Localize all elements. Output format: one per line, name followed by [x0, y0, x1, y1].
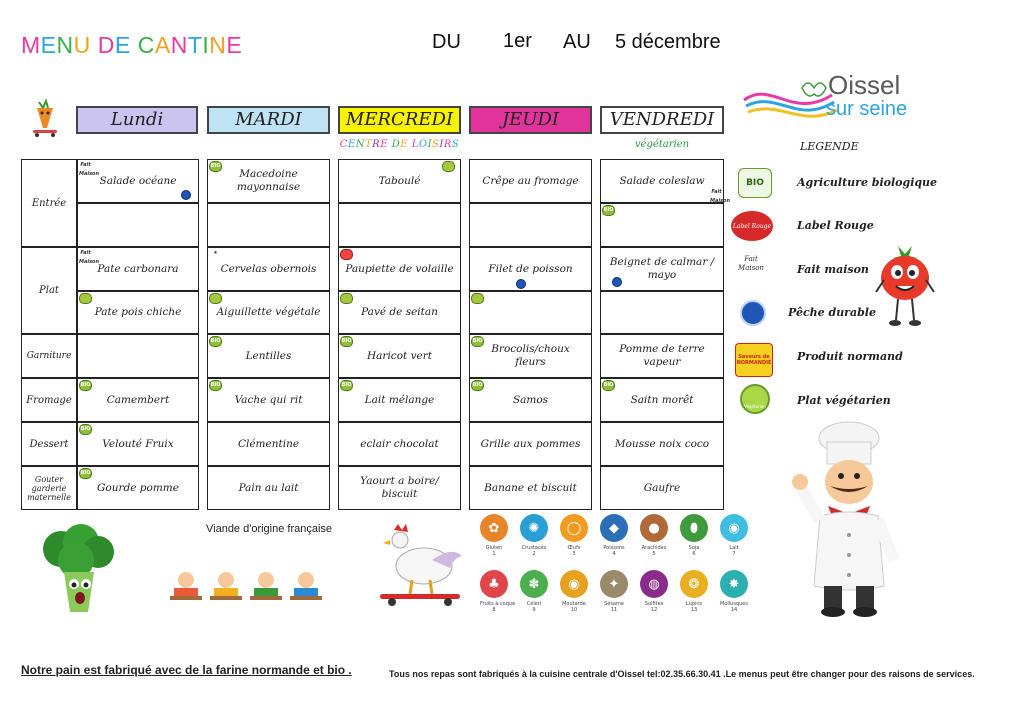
allergen-name: Gluten [485, 545, 503, 551]
cell-tuesday-entree-empty [207, 203, 330, 247]
children-eating-icon [168, 568, 328, 608]
label-rouge-icon: Label Rouge [731, 211, 773, 241]
allergen-icon: ✸ [720, 570, 748, 598]
vegetarien-icon [442, 161, 455, 172]
allergen-label [640, 545, 668, 557]
allergen-label [680, 601, 708, 613]
subtitle-letter: R [372, 139, 381, 150]
cell-tuesday-fromage: Vache qui rit [207, 378, 330, 422]
allergen-name: Lait [729, 545, 739, 551]
allergen-name: Arachides [641, 545, 667, 551]
subtitle-letter: I [427, 139, 433, 150]
peche-durable-icon [740, 300, 766, 326]
menu-grid [21, 159, 731, 510]
allergen-label [640, 601, 668, 613]
row-label-garniture: Garniture [21, 334, 77, 378]
cell-wednesday-entree-empty [338, 203, 461, 247]
peche-durable-icon [181, 190, 191, 200]
title-letter: T [187, 32, 203, 58]
cell-thursday-dessert: Grille aux pommes [469, 422, 592, 466]
footer-bread-note: Notre pain est fabriqué avec de la farine normande et bio . [21, 663, 352, 677]
vegetarien-icon [79, 293, 92, 304]
subtitle-letter: E [400, 139, 409, 150]
cell-friday-plat1: Beignet de calmar / mayo [600, 247, 724, 291]
cell-monday-fromage: Camembert [77, 378, 199, 422]
legend-item-vegetarien: Plat végétarien [797, 394, 891, 407]
cell-wednesday-gouter: Yaourt a boire/ biscuit [338, 466, 461, 510]
produit-normand-icon: Saveurs de NORMANDIE [735, 343, 773, 377]
cell-monday-entree: Salade océane [77, 159, 199, 203]
tomato-mascot-icon [874, 240, 936, 332]
logo-line1: Oissel [828, 70, 901, 100]
bio-icon: BIO [602, 205, 615, 216]
vegetarien-icon [209, 293, 222, 304]
date-au: AU [563, 31, 591, 53]
cell-tuesday-entree: Macedoine mayonnaise [207, 159, 330, 203]
title-letter: N [209, 32, 227, 58]
allergen-name: Moutarde [562, 601, 586, 607]
bio-icon: BIO [471, 336, 484, 347]
allergen-number: 6 [692, 551, 696, 557]
cell-tuesday-dessert: Clémentine [207, 422, 330, 466]
allergen-name: Crustacés [521, 545, 547, 551]
vegetarien-icon: Végétarien [740, 384, 770, 414]
cell-tuesday-plat2: Aiguillette végétale [207, 291, 330, 334]
fait-maison-icon: Fait Maison [79, 162, 100, 177]
subtitle-letter: S [451, 139, 460, 150]
cell-tuesday-gouter: Pain au lait [207, 466, 330, 510]
fait-maison-icon: Fait Maison [710, 189, 731, 204]
cell-thursday-gouter: Banane et biscuit [469, 466, 592, 510]
legend-item-produit-normand: Produit normand [797, 350, 903, 363]
date-du: DU [432, 31, 461, 53]
allergen-icon: ◉ [560, 570, 588, 598]
cell-monday-entree-empty [77, 203, 199, 247]
legend-title: LEGENDE [800, 140, 859, 153]
allergen-label [720, 545, 748, 557]
allergen-icon: ♣ [480, 570, 508, 598]
allergen-name: Lupins [685, 601, 703, 607]
cell-wednesday-fromage: Lait mélange [338, 378, 461, 422]
allergen-item [520, 570, 548, 613]
title-letter: U [73, 32, 91, 58]
cell-wednesday-garniture: Haricot vert [338, 334, 461, 378]
allergen-label [520, 601, 548, 613]
allergen-label [600, 601, 628, 613]
bio-icon: BIO [79, 468, 92, 479]
allergen-name: Poissons [603, 545, 625, 551]
title-letter: M [21, 32, 41, 58]
label-rouge-icon [340, 249, 353, 260]
title-letter: A [154, 32, 171, 58]
peche-durable-icon [516, 279, 526, 289]
subtitle-letter: C [339, 139, 348, 150]
cell-wednesday-plat1: Paupiette de volaille [338, 247, 461, 291]
allergen-number: 13 [690, 607, 698, 613]
bio-icon: BIO [340, 380, 353, 391]
broccoli-mascot-icon [36, 524, 122, 620]
subtitle-letter: I [439, 139, 444, 150]
legend-item-peche-durable: Pêche durable [788, 306, 876, 319]
allergen-number: 11 [610, 607, 618, 613]
legend-item-label-rouge: Label Rouge [797, 219, 874, 232]
oissel-logo [742, 70, 922, 130]
cell-thursday-entree-empty [469, 203, 592, 247]
allergen-icon: ◯ [560, 514, 588, 542]
subtitle-letter: E [380, 139, 388, 150]
day-header-tuesday: MARDI [207, 106, 330, 134]
day-header-monday: Lundi [76, 106, 198, 134]
subtitle-letter: E [347, 139, 356, 150]
allergen-label [600, 545, 628, 557]
subtitle-letter: T [364, 139, 373, 150]
title-letter: C [137, 32, 155, 58]
bio-icon: BIO [209, 336, 222, 347]
cell-tuesday-garniture: Lentilles [207, 334, 330, 378]
peche-durable-icon [612, 277, 622, 287]
allergen-icon: ✽ [520, 570, 548, 598]
allergen-name: Sulfites [644, 601, 664, 607]
cell-wednesday-entree: Taboulé [338, 159, 461, 203]
allergen-item [480, 514, 508, 557]
cell-monday-dessert: Velouté Fruix [77, 422, 199, 466]
bio-icon: BIO [209, 380, 222, 391]
cell-friday-fromage: Saitn morêt [600, 378, 724, 422]
allergen-label [560, 601, 588, 613]
bio-icon: BIO [340, 336, 353, 347]
page-title [21, 32, 242, 59]
legend-item-bio: Agriculture biologique [797, 176, 938, 189]
allergen-name: Fruits à coque [480, 601, 516, 607]
allergen-number: 4 [612, 551, 616, 557]
cell-wednesday-dessert: eclair chocolat [338, 422, 461, 466]
row-label-entree: Entrée [21, 159, 77, 247]
date-start: 1er [503, 30, 532, 52]
fait-maison-icon: Fait Maison [79, 250, 100, 265]
title-letter: E [40, 32, 57, 58]
cell-thursday-plat1: Filet de poisson [469, 247, 592, 291]
allergen-label [480, 601, 516, 613]
row-label-dessert: Dessert [21, 422, 77, 466]
subtitle-letter: L [411, 139, 419, 150]
friday-subtitle: végétarien [634, 139, 690, 150]
allergen-name: Sésame [604, 601, 624, 607]
cell-thursday-garniture: Brocolis/choux fleurs [469, 334, 592, 378]
allergen-item [720, 514, 748, 557]
cell-monday-plat2: Pate pois chiche [77, 291, 199, 334]
allergen-label [720, 601, 748, 613]
cell-thursday-fromage: Samos [469, 378, 592, 422]
title-letter: E [226, 32, 243, 58]
allergen-icon: ✺ [520, 514, 548, 542]
allergen-item [600, 514, 628, 557]
date-end: 5 décembre [615, 31, 721, 53]
allergen-item [680, 570, 708, 613]
allergen-number: 10 [570, 607, 578, 613]
title-letter: N [170, 32, 188, 58]
bio-icon: BIO [209, 161, 222, 172]
cell-friday-gouter: Gaufre [600, 466, 724, 510]
bio-icon: BIO [602, 380, 615, 391]
bio-icon: BIO [471, 380, 484, 391]
legend-item-fait-maison: Fait maison [797, 263, 869, 276]
allergen-number: 14 [730, 607, 738, 613]
cell-friday-entree: Salade coleslaw [600, 159, 724, 203]
subtitle-letter: N [355, 139, 365, 150]
allergen-item [520, 514, 548, 557]
logo-line2: sur seine [826, 98, 908, 120]
carrot-skater-icon [27, 98, 63, 138]
day-header-wednesday: MERCREDI [338, 106, 461, 134]
cell-thursday-entree: Crêpe au fromage [469, 159, 592, 203]
allergen-number: 7 [732, 551, 736, 557]
allergen-icon: ⬮ [680, 514, 708, 542]
footer-contact-note: Tous nos repas sont fabriqués à la cuisine centrale d'Oissel tel:02.35.66.30.41 .Le menus peut être changer pour des raisons de services. [389, 669, 975, 679]
allergen-item [640, 514, 668, 557]
title-letter: I [202, 32, 210, 58]
row-label-fromage: Fromage [21, 378, 77, 422]
allergen-label [680, 545, 708, 557]
subtitle-letter: O [418, 139, 428, 150]
allergen-icon: ✿ [480, 514, 508, 542]
bio-icon: BIO [79, 424, 92, 435]
day-header-friday: VENDREDI [600, 106, 724, 134]
title-letter: N [56, 32, 74, 58]
row-label-gouter: Gouter garderie maternelle [21, 466, 77, 510]
allergen-label [480, 545, 508, 557]
allergen-number: 5 [652, 551, 656, 557]
cell-monday-plat1: Pate carbonara [77, 247, 199, 291]
allergen-name: Soja [688, 545, 700, 551]
allergen-number: 8 [492, 607, 496, 613]
allergen-item [560, 570, 588, 613]
allergen-number: 3 [572, 551, 576, 557]
allergen-item [480, 570, 516, 613]
vegetarien-icon [340, 293, 353, 304]
cell-wednesday-plat2: Pavé de seitan [338, 291, 461, 334]
cell-friday-plat2 [600, 291, 724, 334]
title-letter: E [114, 32, 131, 58]
allergen-number: 9 [532, 607, 536, 613]
allergen-name: Mollusques [720, 601, 748, 607]
cell-friday-dessert: Mousse noix coco [600, 422, 724, 466]
chicken-skateboard-icon [372, 522, 468, 608]
allergen-icon: ❂ [680, 570, 708, 598]
allergen-icon: ◆ [600, 514, 628, 542]
cell-monday-garniture [77, 334, 199, 378]
allergens-panel [480, 514, 765, 624]
day-header-thursday: JEUDI [469, 106, 592, 134]
allergen-number: 1 [492, 551, 496, 557]
allergen-label [560, 545, 588, 557]
subtitle-letter: S [432, 139, 440, 150]
bio-icon: BIO [738, 168, 772, 198]
subtitle-letter: D [391, 139, 401, 150]
allergen-icon: ◉ [720, 514, 748, 542]
title-letter: D [97, 32, 115, 58]
wednesday-subtitle [338, 139, 461, 150]
bio-icon: BIO [79, 380, 92, 391]
allergen-name: Céleri [526, 601, 542, 607]
allergen-icon: ● [640, 514, 668, 542]
allergen-item [640, 570, 668, 613]
allergen-item [600, 570, 628, 613]
chef-mascot-icon [784, 420, 914, 620]
cell-friday-garniture: Pomme de terre vapeur [600, 334, 724, 378]
allergen-icon: ✦ [600, 570, 628, 598]
cell-tuesday-plat1: Cervelas obernois [207, 247, 330, 291]
cell-monday-gouter: Gourde pomme [77, 466, 199, 510]
allergen-item [720, 570, 748, 613]
row-label-plat: Plat [21, 247, 77, 334]
allergen-number: 12 [650, 607, 658, 613]
label-rouge-icon: ★ [209, 249, 222, 260]
allergen-item [680, 514, 708, 557]
cell-thursday-plat2 [469, 291, 592, 334]
vegetarien-icon [471, 293, 484, 304]
cell-friday-entree-empty [600, 203, 724, 247]
allergen-label [520, 545, 548, 557]
allergen-icon: ◍ [640, 570, 668, 598]
allergen-number: 2 [532, 551, 536, 557]
subtitle-letter: R [443, 139, 452, 150]
allergen-name: Œufs [567, 545, 581, 551]
viande-origine-note: Viande d'origine française [206, 523, 333, 535]
fait-maison-icon: Fait Maison [738, 255, 764, 272]
allergen-item [560, 514, 588, 557]
